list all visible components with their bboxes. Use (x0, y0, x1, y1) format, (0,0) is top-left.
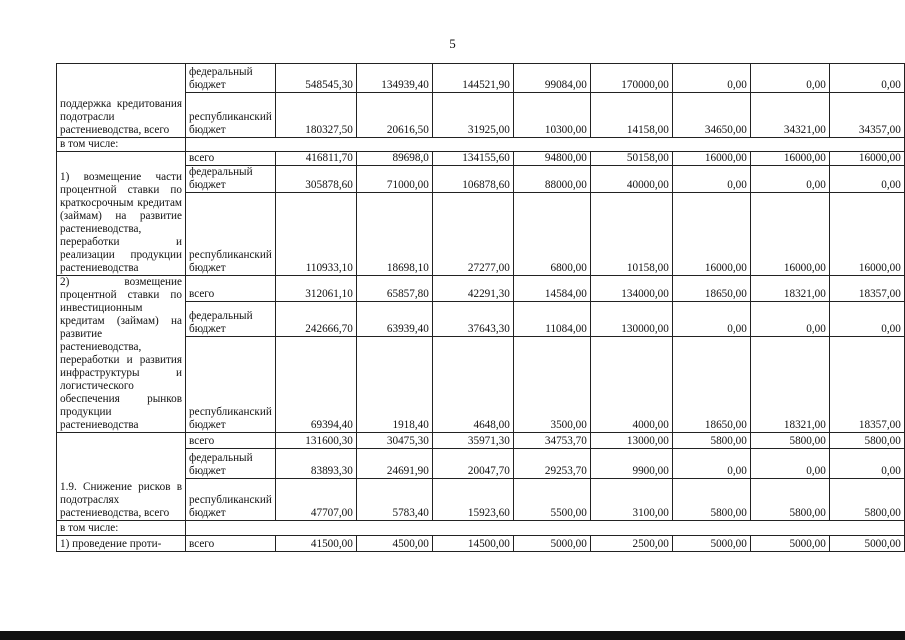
value-cell: 0,00 (672, 302, 750, 337)
value-cell: 0,00 (829, 302, 904, 337)
value-cell: 65857,80 (356, 276, 432, 302)
row-description: 2) возмещение процентной ставки по инвестиционным кредитам (займам) на развитие растениеводства, переработки и развития инфраструктуры и логистического обеспечения рынков продукции растениеводства (57, 276, 186, 433)
row-description: 1.9. Снижение рисков в подотраслях растениеводства, всего (57, 433, 186, 521)
funding-source: федеральный бюджет (186, 302, 276, 337)
value-cell: 3500,00 (513, 337, 590, 433)
value-cell: 34650,00 (672, 93, 750, 138)
note-cell: в том числе: (57, 138, 186, 152)
value-cell: 34321,00 (750, 93, 829, 138)
value-cell: 131600,30 (275, 433, 356, 449)
value-cell: 14584,00 (513, 276, 590, 302)
funding-source: республиканский бюджет (186, 479, 276, 521)
table-row-note (57, 138, 905, 152)
value-cell: 0,00 (672, 64, 750, 93)
value-cell: 110933,10 (275, 193, 356, 276)
value-cell: 170000,00 (590, 64, 672, 93)
row-description: поддержка кредитования подотрасли растениеводства, всего (57, 64, 186, 138)
value-cell: 31925,00 (432, 93, 513, 138)
row-description: 1) возмещение части процентной ставки по краткосрочным кредитам (займам) на развитие растениеводства, переработки и реализации продукции растениеводства (57, 152, 186, 276)
value-cell: 10300,00 (513, 93, 590, 138)
value-cell: 15923,60 (432, 479, 513, 521)
value-cell: 89698,0 (356, 152, 432, 166)
scan-bottom-edge (0, 631, 905, 640)
value-cell: 24691,90 (356, 449, 432, 479)
empty-cell (186, 138, 905, 152)
value-cell: 305878,60 (275, 166, 356, 193)
value-cell: 5000,00 (829, 536, 904, 552)
value-cell: 3100,00 (590, 479, 672, 521)
value-cell: 312061,10 (275, 276, 356, 302)
value-cell: 0,00 (750, 166, 829, 193)
value-cell: 16000,00 (829, 152, 904, 166)
value-cell: 18357,00 (829, 337, 904, 433)
value-cell: 34753,70 (513, 433, 590, 449)
value-cell: 50158,00 (590, 152, 672, 166)
value-cell: 5500,00 (513, 479, 590, 521)
value-cell: 11084,00 (513, 302, 590, 337)
value-cell: 18650,00 (672, 276, 750, 302)
value-cell: 18321,00 (750, 276, 829, 302)
value-cell: 106878,60 (432, 166, 513, 193)
value-cell: 63939,40 (356, 302, 432, 337)
value-cell: 130000,00 (590, 302, 672, 337)
value-cell: 416811,70 (275, 152, 356, 166)
value-cell: 20616,50 (356, 93, 432, 138)
value-cell: 4000,00 (590, 337, 672, 433)
value-cell: 27277,00 (432, 193, 513, 276)
value-cell: 99084,00 (513, 64, 590, 93)
value-cell: 94800,00 (513, 152, 590, 166)
budget-table (56, 63, 905, 552)
value-cell: 16000,00 (672, 152, 750, 166)
value-cell: 14500,00 (432, 536, 513, 552)
value-cell: 0,00 (750, 449, 829, 479)
funding-source: всего (186, 152, 276, 166)
value-cell: 4500,00 (356, 536, 432, 552)
funding-source: всего (186, 276, 276, 302)
value-cell: 0,00 (829, 64, 904, 93)
value-cell: 5800,00 (672, 433, 750, 449)
empty-cell (186, 521, 905, 536)
value-cell: 1918,40 (356, 337, 432, 433)
value-cell: 4648,00 (432, 337, 513, 433)
value-cell: 47707,00 (275, 479, 356, 521)
value-cell: 0,00 (672, 166, 750, 193)
value-cell: 9900,00 (590, 449, 672, 479)
page-number: 5 (449, 36, 456, 51)
value-cell: 83893,30 (275, 449, 356, 479)
value-cell: 242666,70 (275, 302, 356, 337)
value-cell: 34357,00 (829, 93, 904, 138)
funding-source: республиканский бюджет (186, 337, 276, 433)
value-cell: 42291,30 (432, 276, 513, 302)
value-cell: 14158,00 (590, 93, 672, 138)
value-cell: 18321,00 (750, 337, 829, 433)
value-cell: 134000,00 (590, 276, 672, 302)
value-cell: 18698,10 (356, 193, 432, 276)
value-cell: 5000,00 (672, 536, 750, 552)
value-cell: 134939,40 (356, 64, 432, 93)
value-cell: 71000,00 (356, 166, 432, 193)
funding-source: республиканский бюджет (186, 93, 276, 138)
value-cell: 0,00 (750, 302, 829, 337)
value-cell: 16000,00 (750, 152, 829, 166)
value-cell: 144521,90 (432, 64, 513, 93)
funding-source: всего (186, 433, 276, 449)
value-cell: 0,00 (829, 449, 904, 479)
funding-source: федеральный бюджет (186, 449, 276, 479)
value-cell: 6800,00 (513, 193, 590, 276)
note-cell: в том числе: (57, 521, 186, 536)
table-body (57, 64, 905, 552)
value-cell: 20047,70 (432, 449, 513, 479)
funding-source: республиканский бюджет (186, 193, 276, 276)
value-cell: 548545,30 (275, 64, 356, 93)
value-cell: 5800,00 (672, 479, 750, 521)
value-cell: 40000,00 (590, 166, 672, 193)
row-description: 1) проведение проти- (57, 536, 186, 552)
table-row (57, 433, 905, 449)
funding-source: федеральный бюджет (186, 166, 276, 193)
value-cell: 5800,00 (829, 479, 904, 521)
value-cell: 5800,00 (750, 479, 829, 521)
value-cell: 41500,00 (275, 536, 356, 552)
value-cell: 13000,00 (590, 433, 672, 449)
value-cell: 5000,00 (750, 536, 829, 552)
funding-source: федеральный бюджет (186, 64, 276, 93)
table-row (57, 152, 905, 166)
value-cell: 88000,00 (513, 166, 590, 193)
value-cell: 29253,70 (513, 449, 590, 479)
value-cell: 18650,00 (672, 337, 750, 433)
value-cell: 5783,40 (356, 479, 432, 521)
value-cell: 69394,40 (275, 337, 356, 433)
value-cell: 180327,50 (275, 93, 356, 138)
value-cell: 134155,60 (432, 152, 513, 166)
value-cell: 5000,00 (513, 536, 590, 552)
value-cell: 0,00 (829, 166, 904, 193)
table-row (57, 64, 905, 93)
funding-source: всего (186, 536, 276, 552)
value-cell: 0,00 (750, 64, 829, 93)
table-row-note (57, 521, 905, 536)
value-cell: 16000,00 (750, 193, 829, 276)
value-cell: 30475,30 (356, 433, 432, 449)
value-cell: 35971,30 (432, 433, 513, 449)
value-cell: 16000,00 (829, 193, 904, 276)
value-cell: 2500,00 (590, 536, 672, 552)
table-row (57, 536, 905, 552)
value-cell: 0,00 (672, 449, 750, 479)
value-cell: 10158,00 (590, 193, 672, 276)
value-cell: 5800,00 (750, 433, 829, 449)
value-cell: 16000,00 (672, 193, 750, 276)
value-cell: 5800,00 (829, 433, 904, 449)
value-cell: 37643,30 (432, 302, 513, 337)
table-row (57, 276, 905, 302)
value-cell: 18357,00 (829, 276, 904, 302)
